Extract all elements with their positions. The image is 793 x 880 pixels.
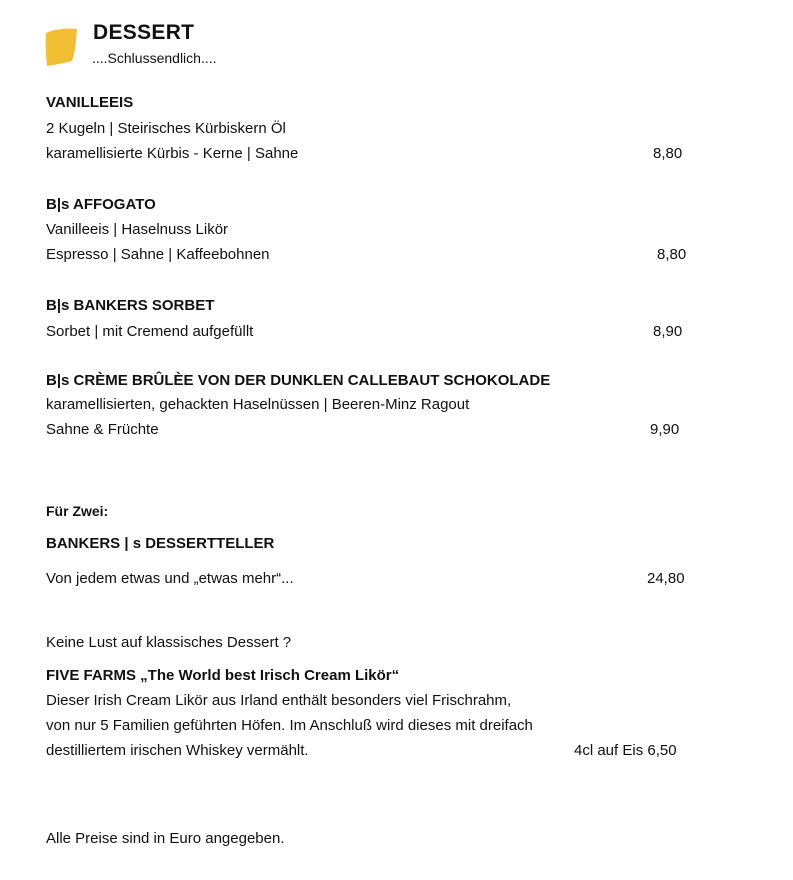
for-two-label: Für Zwei: <box>46 503 109 519</box>
page-title: DESSERT <box>93 21 195 44</box>
logo-icon <box>44 27 78 67</box>
item-desc-line: destilliertem irischen Whiskey vermählt. <box>46 742 309 759</box>
alt-intro: Keine Lust auf klassisches Dessert ? <box>46 634 292 651</box>
item-price: 8,90 <box>653 323 683 340</box>
item-name: VANILLEEIS <box>46 94 134 111</box>
item-name: BANKERS | s DESSERTTELLER <box>46 535 275 552</box>
item-price: 4cl auf Eis 6,50 <box>574 742 677 759</box>
item-desc-line: Sorbet | mit Cremend aufgefüllt <box>46 323 254 340</box>
item-desc-line: Espresso | Sahne | Kaffeebohnen <box>46 246 270 263</box>
item-desc-line: karamellisierte Kürbis - Kerne | Sahne <box>46 145 299 162</box>
item-price: 24,80 <box>647 570 685 587</box>
item-price: 9,90 <box>650 421 680 438</box>
item-price: 8,80 <box>657 246 687 263</box>
item-name: B|s AFFOGATO <box>46 196 156 213</box>
item-name: B|s CRÈME BRÛLÈE VON DER DUNKLEN CALLEBAUT SCHOKOLADE <box>46 372 551 389</box>
page-subtitle: ....Schlussendlich.... <box>92 50 217 66</box>
footer-note: Alle Preise sind in Euro angegeben. <box>46 830 285 847</box>
item-desc-line: karamellisierten, gehackten Haselnüssen | Beeren-Minz Ragout <box>46 396 470 413</box>
item-desc-line: Vanilleeis | Haselnuss Likör <box>46 221 229 238</box>
item-desc-line: Von jedem etwas und „etwas mehr“... <box>46 570 294 587</box>
item-desc-line: von nur 5 Familien geführten Höfen. Im Anschluß wird dieses mit dreifach <box>46 717 533 734</box>
item-desc-line: Sahne & Früchte <box>46 421 159 438</box>
item-desc-line: Dieser Irish Cream Likör aus Irland enthält besonders viel Frischrahm, <box>46 692 512 709</box>
item-name: B|s BANKERS SORBET <box>46 297 215 314</box>
item-name: FIVE FARMS „The World best Irisch Cream Likör“ <box>46 667 400 684</box>
item-price: 8,80 <box>653 145 683 162</box>
item-desc-line: 2 Kugeln | Steirisches Kürbiskern Öl <box>46 120 286 137</box>
